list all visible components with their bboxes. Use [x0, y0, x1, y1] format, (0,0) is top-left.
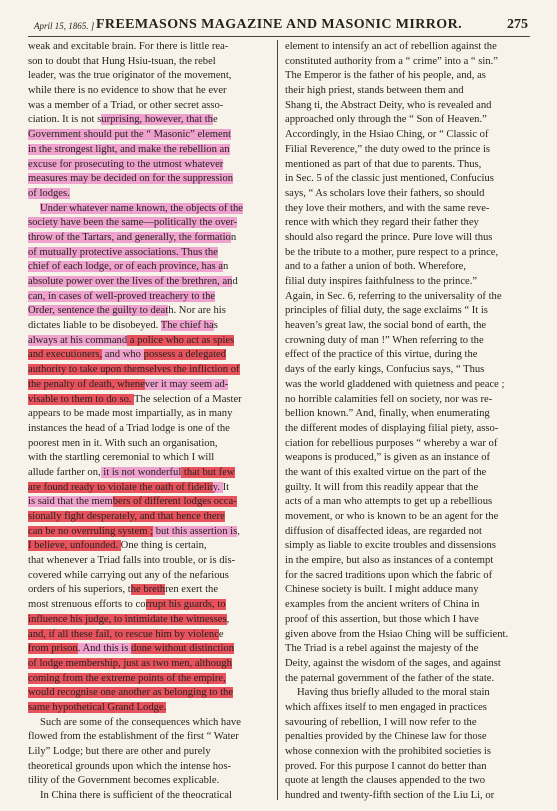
- text-line: weapons is produced,” is given as an instance of: [285, 452, 491, 464]
- text-line: penalties provided by the Chinese law for those: [285, 731, 487, 743]
- pink-highlight: society have been the same—politically the over-: [28, 217, 238, 229]
- red-highlight: are found ready to violate the oath of fidelit: [28, 481, 213, 493]
- text-line: ciation for rebellious purposes “ whereby a war of: [285, 437, 498, 449]
- text-line: [28, 246, 278, 261]
- text-line: covered while carrying out any of the nefarious: [28, 569, 229, 581]
- pink-highlight: throw of the Tartars, and generally, the formatio: [28, 231, 231, 243]
- text-line: rence with which they regard their father they: [285, 217, 479, 229]
- left-column-text: [28, 40, 278, 804]
- red-highlight: can be no overruling system ;: [28, 525, 154, 537]
- red-highlight: of lodge membership, just as two men, although: [28, 657, 232, 669]
- text-line: days of the early kings, Confucius says, “ Thus: [285, 364, 485, 376]
- text-line: proof of this assertion, but those which I have: [285, 613, 479, 625]
- text-line: says, “ As scholars love their fathers, so should: [285, 187, 485, 199]
- text-line: which affixes itself to men engaged in practices: [285, 701, 487, 713]
- text-line: I believe, unfounded. One thing is certain,: [28, 540, 207, 552]
- magazine-title: FREEMASONS MAGAZINE AND MASONIC MIRROR.: [95, 17, 462, 32]
- text-line: [28, 510, 278, 525]
- text-line: element to intensify an act of rebellion against the: [285, 41, 497, 52]
- pink-highlight: The chief ha: [160, 320, 214, 332]
- text-line: that whenever a Triad falls into trouble, or is dis-: [28, 555, 236, 567]
- red-highlight: coming from the extreme points of the empire,: [28, 672, 226, 684]
- pink-highlight: of lodges.: [28, 187, 70, 199]
- text-line: and, if all these fail, to rescue him by violence: [28, 628, 224, 640]
- text-line: [28, 128, 278, 143]
- text-line: was the world gladdened with quietness and peace ;: [285, 378, 505, 390]
- text-line: [28, 686, 278, 701]
- text-line: Lily” Lodge; but there are other and purely: [28, 746, 211, 757]
- text-line: poorest men in it. With such an organisation,: [28, 437, 218, 449]
- red-highlight: and executioners,: [28, 349, 103, 361]
- red-highlight: authority to take upon themselves the infliction of: [28, 364, 240, 376]
- text-line: simply as liable to excite troubles and dissensions: [285, 540, 496, 552]
- text-line: chief of each lodge, or of each province, has an: [28, 261, 229, 273]
- pink-highlight: excuse for prosecuting to the utmost whatever: [28, 158, 224, 170]
- pink-highlight: it is not wonderful: [100, 466, 182, 478]
- text-line: [28, 202, 278, 217]
- text-line: diffusion of disaffected ideas, are regarded not: [285, 525, 482, 537]
- red-highlight: and, if all these fail, to rescue him by violenc: [28, 628, 219, 640]
- text-line: [28, 348, 278, 363]
- text-line: given above from the Hsiao Ching will be sufficient.: [285, 628, 509, 640]
- pink-highlight: Government should put the “ Masonic” element: [28, 129, 231, 141]
- page-header: [28, 14, 530, 37]
- text-line: [28, 187, 278, 202]
- pink-highlight: can, in cases of well-proved treachery to the: [28, 290, 216, 302]
- text-line: for the sacred traditions upon which the fabric of: [285, 569, 493, 581]
- text-line: theoretical grounds upon which the intense hos-: [28, 760, 231, 772]
- text-line: the want of this exalted virtue on the part of the: [285, 466, 487, 478]
- text-line: appears to be made most impartially, as in many: [28, 408, 233, 420]
- text-line: Filial Reverence,” the duty owed to the prince is: [285, 143, 491, 155]
- text-line: Shang ti, the Abstract Deity, who is revealed and: [285, 99, 492, 111]
- text-line: effect of the practice of this virtue, during the: [285, 349, 478, 361]
- text-line: [28, 378, 278, 393]
- text-line: Accordingly, in the Hsiao Ching, or “ Classic of: [285, 129, 489, 141]
- text-line: guilty. It will from this readily appear that the: [285, 481, 479, 493]
- text-line: be the tribute to a mother, pure respect to a prince,: [285, 246, 499, 258]
- text-line: principles of filial duty, the sage exclaims “ It is: [285, 305, 488, 317]
- red-highlight: the penalty of death, whene: [28, 378, 145, 390]
- pink-highlight: of mutually protective associations. Thus the: [28, 246, 218, 258]
- red-highlight: bers of different lodges occa-: [112, 496, 237, 508]
- text-line: Again, in Sec. 6, referring to the universality of the: [285, 290, 502, 302]
- column-divider: [277, 40, 278, 800]
- pink-highlight: chief of each lodge, or of each province, has a: [28, 261, 224, 273]
- text-line: Such are some of the consequences which have: [40, 716, 241, 728]
- text-line: with the startling ceremonial to which I will: [28, 452, 215, 464]
- text-line: can be no overruling system ; but this assertion is,: [28, 525, 240, 537]
- pink-highlight: but this assertion is: [153, 525, 238, 537]
- red-highlight: a police who act as spies: [127, 334, 235, 346]
- text-line: in the empire, but also as instances of a contempt: [285, 555, 494, 567]
- text-line: Having thus briefly alluded to the moral stain: [297, 687, 490, 699]
- text-line: are found ready to violate the oath of fidelity. It: [28, 481, 230, 493]
- pink-highlight: Order, sentence the guilty to deat: [28, 305, 169, 317]
- red-highlight: I believe, unfounded.: [28, 540, 121, 552]
- text-line: [28, 334, 278, 349]
- text-line: no horrible calamities fell on society, nor was re-: [285, 393, 493, 405]
- red-highlight: visable to them to do so.: [28, 393, 135, 405]
- pink-highlight: is said that the mem: [28, 496, 113, 508]
- text-line: movement, or who is known to be an agent for the: [285, 511, 499, 522]
- red-highlight: done without distinction: [131, 643, 235, 655]
- text-line: mentioned as part of that due to parents. Thus,: [285, 158, 482, 170]
- issue-date: April 15, 1865. ]: [34, 21, 95, 31]
- text-line: in Sec. 5 of the classic just mentioned, Confucius: [285, 173, 494, 185]
- text-line: savouring of rebellion, I will now refer to the: [285, 716, 477, 728]
- red-highlight: rrupt his guards, to: [145, 599, 226, 611]
- text-line: was a member of a Triad, or other secret asso-: [28, 99, 224, 111]
- text-line: ciation. It is not surprising, however, that the: [28, 114, 218, 126]
- text-line: while there is no evidence to show that he ever: [28, 85, 227, 97]
- text-line: [28, 216, 278, 231]
- text-line: [28, 158, 278, 173]
- text-line: filial duty inspires faithfulness to the prince.”: [285, 276, 478, 287]
- red-highlight: that but few: [181, 466, 235, 478]
- pink-highlight: . And this is: [77, 643, 132, 655]
- text-line: acts of a man who attempts to get up a rebellious: [285, 496, 493, 508]
- text-line: proved. For this purpose I cannot do better than: [285, 760, 487, 772]
- text-line: [28, 495, 278, 510]
- text-line: quote at length the clauses appended to the two: [285, 775, 486, 787]
- text-line: [28, 701, 278, 716]
- text-line: whose connexion with the prohibited societies is: [285, 746, 491, 757]
- text-line: flowed from the establishment of the first “ Water: [28, 731, 239, 743]
- text-line: heaven’s great law, the social bond of earth, the: [285, 320, 487, 332]
- text-line: orders of his superiors, the brethren exert the: [28, 584, 219, 596]
- red-highlight: same hypothetical Grand Lodge.: [28, 701, 167, 713]
- text-line: [28, 672, 278, 687]
- red-highlight: possess a delegated: [143, 349, 227, 361]
- text-line: Chinese society is built. I might adduce many: [285, 584, 479, 596]
- text-line: son to doubt that Hung Hsiu-tsuan, the rebel: [28, 55, 216, 67]
- text-line: examples from the ancient writers of China in: [285, 599, 480, 611]
- text-line: their high priest, stands between them and: [285, 85, 464, 97]
- red-highlight: sionally fight desperately, and that hence there: [28, 511, 225, 522]
- page-number: 275: [507, 17, 528, 32]
- text-line: allude farther on, it is not wonderful that but few: [28, 466, 235, 478]
- pink-highlight: y.: [212, 481, 223, 493]
- text-line: the paternal government of the father of the state.: [285, 672, 495, 684]
- text-line: [28, 290, 278, 305]
- text-line: Deity, against the wisdom of the sages, and against: [285, 657, 501, 669]
- pink-highlight: urprising, however, that th: [101, 114, 213, 126]
- text-line: and to a father a union of both. Wherefore,: [285, 261, 467, 273]
- text-line: most strenuous efforts to corrupt his guards, to: [28, 599, 226, 611]
- text-line: instances the head of a Triad lodge is one of the: [28, 422, 230, 434]
- right-column-text: [285, 40, 535, 804]
- pink-highlight: in the strongest light, and make the rebellion an: [28, 143, 230, 155]
- text-line: constituted authority from a “ crime” into a “ sin.”: [285, 55, 498, 67]
- pink-highlight: ver it may seem ad-: [144, 378, 229, 390]
- text-line: [28, 363, 278, 378]
- text-line: Order, sentence the guilty to death. Nor are his: [28, 305, 226, 317]
- text-line: In China there is sufficient of the theocratical: [40, 790, 232, 802]
- text-line: The Triad is a rebel against the majesty of the: [285, 643, 479, 655]
- text-line: bellion known.” And, finally, when enumerating: [285, 408, 490, 420]
- text-line: the different modes of displaying filial piety, asso-: [285, 422, 499, 434]
- text-line: [28, 143, 278, 158]
- text-line: tility of the Government becomes explicable.: [28, 775, 220, 787]
- text-line: should also regard the prince. Pure love will thus: [285, 231, 493, 243]
- text-line: throw of the Tartars, and generally, the formation: [28, 231, 237, 243]
- text-line: [28, 642, 278, 657]
- pink-highlight: absolute power over the lives of the brethren, an: [28, 276, 233, 287]
- text-line: approached only through the “ Son of Heaven.”: [285, 114, 487, 126]
- text-line: absolute power over the lives of the brethren, and: [28, 276, 238, 287]
- text-line: leader, was the true originator of the movement,: [28, 70, 232, 82]
- red-highlight: influence his judge, to intimidate the witnesses: [28, 613, 227, 625]
- text-line: influence his judge, to intimidate the witnesses,: [28, 613, 230, 625]
- text-line: weak and excitable brain. For there is little rea-: [28, 41, 229, 52]
- text-line: dictates liable to be disobeyed. The chief has: [28, 320, 218, 332]
- text-line: [28, 172, 278, 187]
- text-line: visable to them to do so. The selection of a Master: [28, 393, 242, 405]
- pink-highlight: always at his command: [28, 334, 128, 346]
- text-line: crowning duty of man !” When referring to the: [285, 334, 484, 346]
- pink-highlight: measures may be decided on for the suppression: [28, 173, 234, 185]
- text-line: The Emperor is the father of his people, and, as: [285, 70, 486, 82]
- red-highlight: from prison: [28, 643, 78, 655]
- text-line: [28, 657, 278, 672]
- pink-highlight: and who: [102, 349, 144, 361]
- pink-highlight: Under whatever name known, the objects of the: [40, 202, 243, 214]
- red-highlight: would recognise one another as belonging to the: [28, 687, 234, 699]
- text-line: they love their mothers, and with the same reve-: [285, 202, 490, 214]
- red-highlight: he breth: [130, 584, 166, 596]
- text-line: hundred and twenty-fifth section of the Liu Li, or: [285, 790, 495, 802]
